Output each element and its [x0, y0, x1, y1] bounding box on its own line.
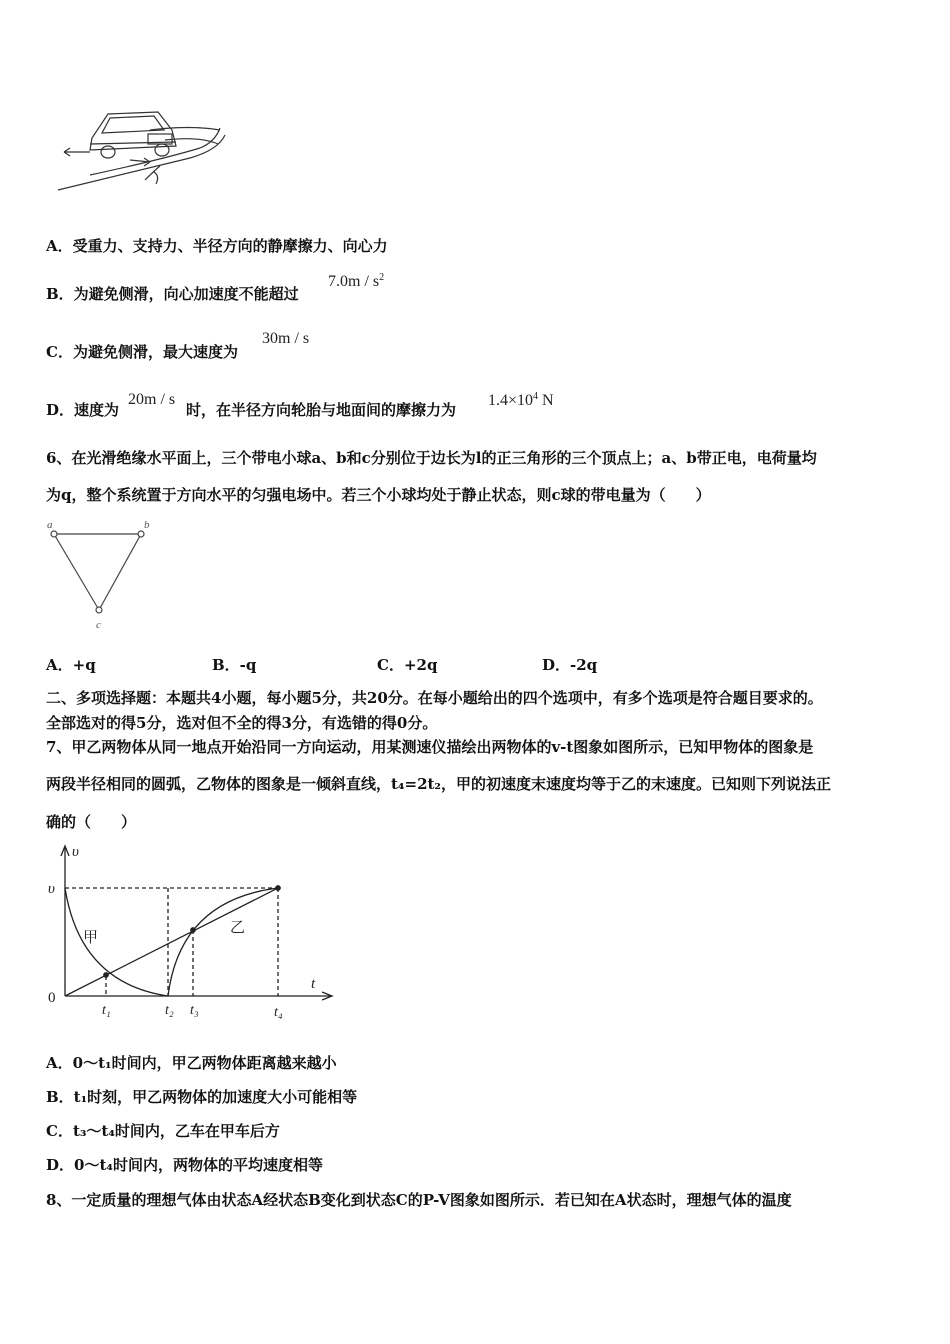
q5-option-c-formula: 30m / s [262, 330, 310, 347]
force-times: ×10 [508, 392, 534, 409]
axis-x-label: t [311, 976, 316, 992]
tick-t1: t₁ [102, 1003, 111, 1018]
q7-stem-line3: 确的（ ） [46, 813, 137, 831]
q5-option-b [46, 284, 299, 304]
origin-label: 0 [48, 990, 56, 1006]
q5-option-a: A．受重力、支持力、半径方向的静摩擦力、向心力 [46, 237, 388, 255]
q7-option-b: B．t₁时刻，甲乙两物体的加速度大小可能相等 [46, 1088, 358, 1106]
q7-stem-line1: 7、甲乙两物体从同一地点开始沿同一方向运动，用某测速仪描绘出两物体的v-t图象如图所示，已知甲物体的图象是 [46, 738, 814, 756]
q8-stem-line1: 8、一定质量的理想气体由状态A经状态B变化到状态C的P-V图象如图所示．若已知在A状态时，理想气体的温度 [46, 1191, 792, 1209]
axis-y-label: υ [72, 844, 79, 860]
q5-option-d [46, 400, 119, 420]
q5-option-d-text1: D．速度为 [46, 401, 120, 419]
q6-stem-line2: 为q，整个系统置于方向水平的匀强电场中。若三个小球均处于静止状态，则c球的带电量为（ ） [46, 486, 711, 504]
section2-heading-line1: 二、多项选择题：本题共4小题，每小题5分，共20分。在每小题给出的四个选项中，有多个选项是符合题目要求的。 [46, 689, 823, 707]
vt-graph [40, 838, 350, 1023]
q7-option-c: C．t₃～t₄时间内，乙车在甲车后方 [46, 1122, 280, 1140]
q6-choice-a: A．+q [46, 656, 96, 674]
q7-stem-line2: 两段半径相同的圆弧，乙物体的图象是一倾斜直线，t₄=2t₂，甲的初速度末速度均等于乙的末速度。已知则下列说法正 [46, 775, 832, 793]
q5-option-d-text2: 时，在半径方向轮胎与地面间的摩擦力为 [186, 401, 457, 419]
label-jia: 甲 [83, 930, 99, 946]
q6-choice-d: D．-2q [542, 656, 598, 674]
q6-choice-c: C．+2q [377, 656, 438, 674]
accel-exp: 2 [379, 272, 385, 283]
car-on-curve-figure [50, 100, 230, 195]
q5-option-d-force [488, 391, 554, 410]
q6-choice-b: B．-q [212, 656, 257, 674]
triangle-figure [46, 518, 158, 636]
section2-heading-line2: 全部选对的得5分，选对但不全的得3分，有选错的得0分。 [46, 714, 438, 732]
label-b: b [144, 519, 150, 531]
q5-option-d-speed: 20m / s [128, 391, 176, 408]
label-a: a [47, 519, 53, 531]
tick-t3: t₃ [190, 1003, 199, 1018]
q7-option-a: A．0～t₁时间内，甲乙两物体距离越来越小 [46, 1054, 337, 1072]
q5-option-b-text: B．为避免侧滑，向心加速度不能超过 [46, 285, 299, 303]
v-tick-label: υ [48, 881, 55, 897]
q5-option-c-text: C．为避免侧滑，最大速度为 [46, 343, 238, 361]
force-unit: N [542, 392, 554, 409]
tick-t2: t₂ [165, 1003, 174, 1018]
tick-t4: t₄ [274, 1005, 283, 1020]
force-base: 1.4 [488, 392, 508, 409]
label-yi: 乙 [230, 920, 246, 936]
accel-value: 7.0m / s [328, 273, 380, 290]
q7-option-d: D．0～t₄时间内，两物体的平均速度相等 [46, 1156, 323, 1174]
q6-stem-line1: 6、在光滑绝缘水平面上，三个带电小球a、b和c分别位于边长为l的正三角形的三个顶点上；a、b带正电，电荷量均 [46, 449, 817, 467]
force-exp: 4 [533, 391, 539, 402]
label-c: c [96, 619, 101, 631]
q5-option-b-formula [328, 272, 384, 291]
q5-option-c [46, 342, 238, 362]
